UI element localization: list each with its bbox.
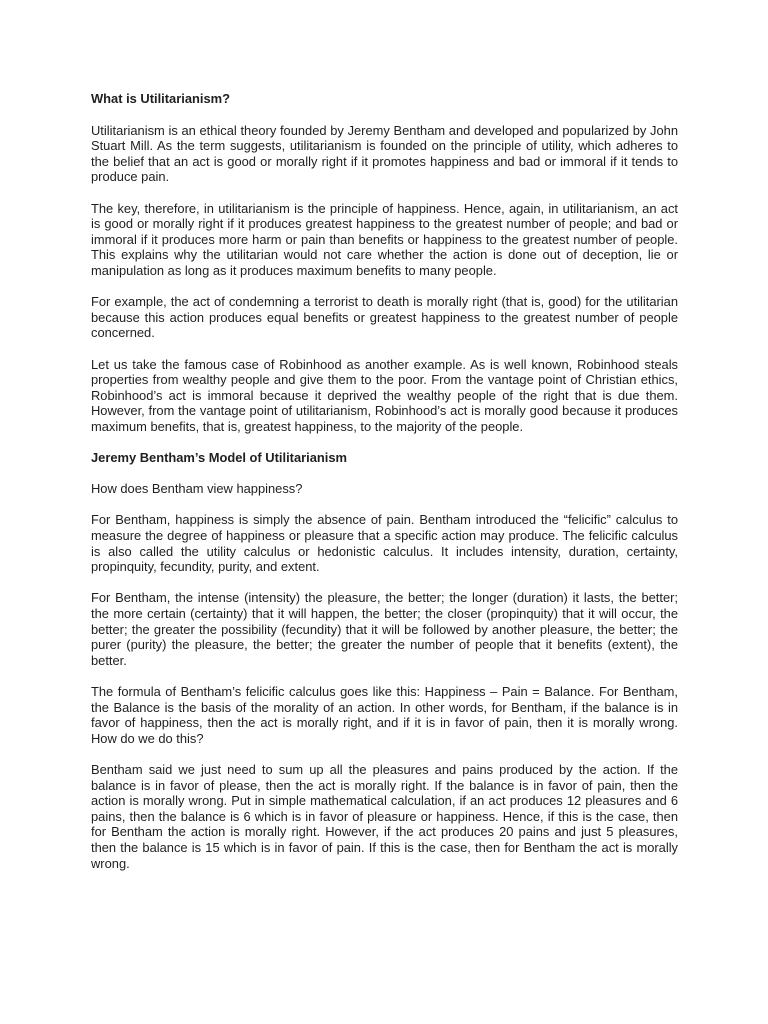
- paragraph: The formula of Bentham’s felicific calculus goes like this: Happiness – Pain = Balance. For Bentham, the Balance is the basis of the morality of an action. In other words, for Bentham, if the balance is in favor of happiness, then the act is morally right, and if it is in favor of pain, then it is morally wrong. How do we do this?: [91, 683, 678, 746]
- paragraph: Bentham said we just need to sum up all the pleasures and pains produced by the action. If the balance is in favor of please, then the act is morally right. If the balance is in favor of pain, then the action is morally wrong. Put in simple mathematical calculation, if an act produces 12 pleasures and 6 pains, then the balance is 6 which is in favor of pleasure or happiness. Hence, if this is the case, then for Bentham the action is morally right. However, if the act produces 20 pains and just 5 pleasures, then the balance is 15 which is in favor of pain. If this is the case, then for Bentham the act is morally wrong.: [91, 761, 678, 871]
- document-body: [91, 91, 678, 887]
- paragraph: Utilitarianism is an ethical theory founded by Jeremy Bentham and developed and popularized by John Stuart Mill. As the term suggests, utilitarianism is founded on the principle of utility, which adheres to the belief that an act is good or morally right if it promotes happiness and bad or immoral if it tends to produce pain.: [91, 122, 678, 185]
- paragraph: Let us take the famous case of Robinhood as another example. As is well known, Robinhood steals properties from wealthy people and give them to the poor. From the vantage point of Christian ethics, Robinhood’s act is immoral because it deprived the wealthy people of the right that is due them. However, from the vantage point of utilitarianism, Robinhood’s act is morally good because it produces maximum benefits, that is, greatest happiness, to the majority of the people.: [91, 356, 678, 434]
- section-question: How does Bentham view happiness?: [91, 481, 303, 497]
- paragraph: For Bentham, the intense (intensity) the pleasure, the better; the longer (duration) it lasts, the better; the more certain (certainty) that it will happen, the better; the closer (propinquity) that it will occur, the better; the greater the possibility (fecundity) that it will be followed by another pleasure, the better; the purer (purity) the pleasure, the better; the greater the number of people that it benefits (extent), the better.: [91, 590, 678, 668]
- paragraph: For example, the act of condemning a terrorist to death is morally right (that is, good) for the utilitarian because this action produces equal benefits or greatest happiness to the greatest number of people concerned.: [91, 294, 678, 341]
- paragraph: The key, therefore, in utilitarianism is the principle of happiness. Hence, again, in utilitarianism, an act is good or morally right if it produces greatest happiness to the greatest number of people; and bad or immoral if it produces more harm or pain than benefits or happiness to the greatest number of people. This explains why the utilitarian would not care whether the action is done out of deception, lie or manipulation as long as it produces maximum benefits to many people.: [91, 200, 678, 278]
- section-heading: Jeremy Bentham’s Model of Utilitarianism: [91, 450, 347, 466]
- document-title: What is Utilitarianism?: [91, 91, 230, 106]
- paragraph: For Bentham, happiness is simply the absence of pain. Bentham introduced the “felicific” calculus to measure the degree of happiness or pleasure that a specific action may produce. The felicific calculus is also called the utility calculus or hedonistic calculus. It includes intensity, duration, certainty, propinquity, fecundity, purity, and extent.: [91, 512, 678, 575]
